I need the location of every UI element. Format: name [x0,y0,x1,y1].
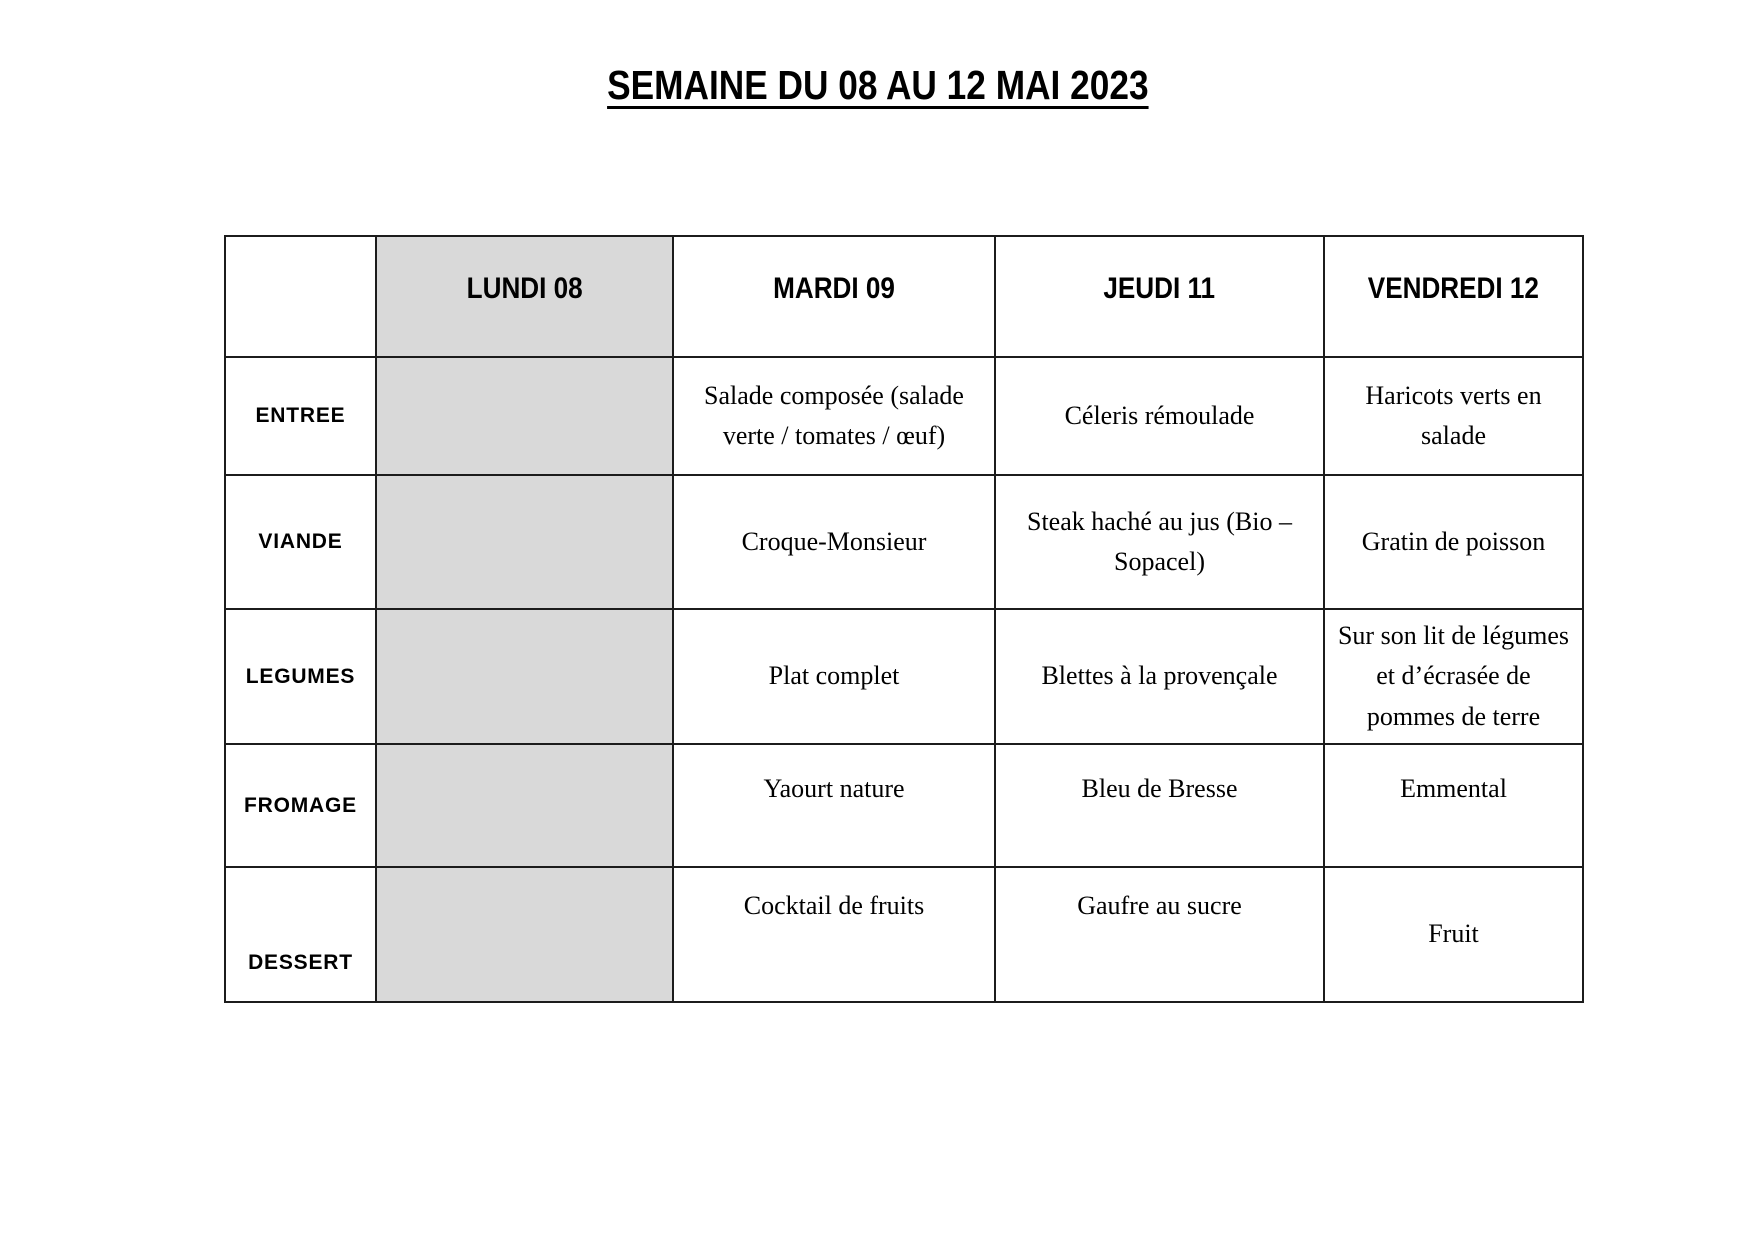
dish-text: Croque-Monsieur [741,526,927,556]
page-title-wrap [0,62,1755,109]
dish-text: Emmental [1400,774,1507,803]
column-header-lundi [377,237,674,358]
row-label-entree [226,358,377,476]
page-title: SEMAINE DU 08 AU 12 MAI 2023 [606,62,1149,108]
row-label-text: LEGUMES [245,664,356,688]
table-corner-cell [226,237,377,358]
cell-fromage-jeudi [996,745,1325,868]
dish-text: Gaufre au sucre [1077,891,1242,920]
cell-viande-mardi [674,476,996,610]
cell-dessert-lundi-holiday [377,868,674,1003]
cell-entree-jeudi [996,358,1325,476]
column-header-label: VENDREDI 12 [1367,271,1540,305]
cell-fromage-lundi-holiday [377,745,674,868]
cell-dessert-jeudi [996,868,1325,1003]
cell-dessert-mardi [674,868,996,1003]
cell-viande-jeudi [996,476,1325,610]
cell-fromage-vendredi [1325,745,1584,868]
dish-text: Céleris rémoulade [1064,400,1255,430]
dish-text: Blettes à la provençale [1041,661,1278,691]
dish-text: Gratin de poisson [1361,526,1546,556]
dish-text: Haricots verts en salade [1365,380,1542,450]
cell-entree-vendredi [1325,358,1584,476]
dish-text: Plat complet [768,661,900,691]
dish-text: Yaourt nature [763,774,905,803]
row-label-text: VIANDE [258,530,343,553]
cell-entree-mardi [674,358,996,476]
row-label-text: FROMAGE [244,793,357,817]
cell-fromage-mardi [674,745,996,868]
cell-legumes-lundi-holiday [377,610,674,745]
menu-table [224,235,1584,1003]
dish-text: Cocktail de fruits [743,891,925,920]
dish-text: Sur son lit de légumes et d’écrasée de pommes de terre [1337,621,1570,731]
row-label-dessert [226,868,377,1003]
cell-legumes-jeudi [996,610,1325,745]
row-label-text: DESSERT [248,951,353,974]
row-label-viande [226,476,377,610]
cell-dessert-vendredi [1325,868,1584,1003]
cell-viande-lundi-holiday [377,476,674,610]
row-label-fromage [226,745,377,868]
row-label-legumes [226,610,377,745]
column-header-label: LUNDI 08 [466,271,583,305]
column-header-vendredi [1325,237,1584,358]
cell-legumes-vendredi [1325,610,1584,745]
row-label-text: ENTREE [255,404,346,427]
column-header-label: JEUDI 11 [1103,271,1216,305]
column-header-jeudi [996,237,1325,358]
cell-entree-lundi-holiday [377,358,674,476]
dish-text: Bleu de Bresse [1081,774,1238,803]
cell-legumes-mardi [674,610,996,745]
dish-text: Steak haché au jus (Bio – Sopacel) [1027,506,1292,576]
cell-viande-vendredi [1325,476,1584,610]
dish-text: Salade composée (salade verte / tomates / œuf) [704,380,964,450]
dish-text: Fruit [1428,919,1479,949]
column-header-label: MARDI 09 [773,271,895,305]
column-header-mardi [674,237,996,358]
